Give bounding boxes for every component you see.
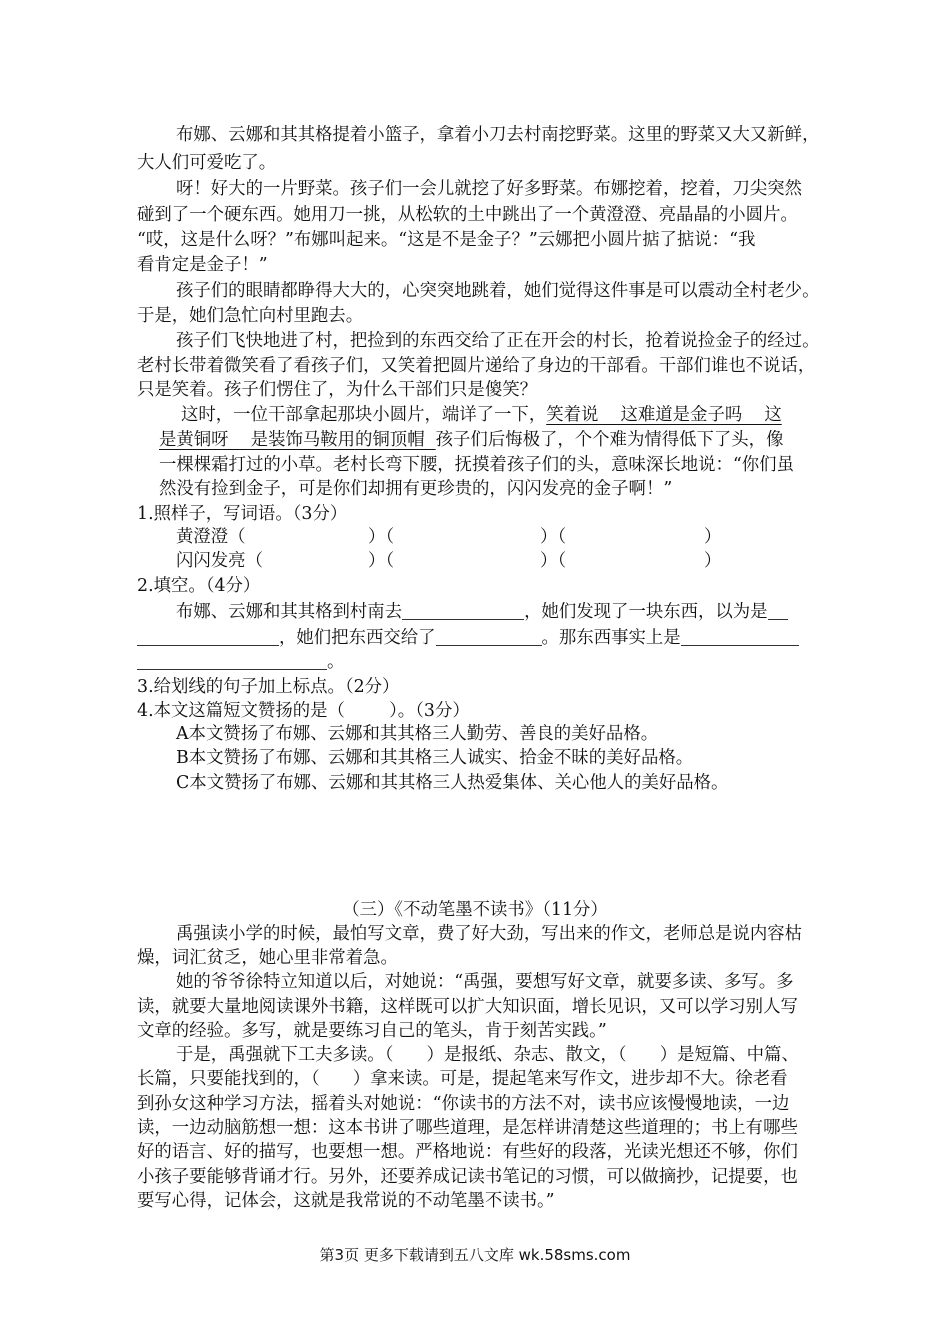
passage-line: 孩子们的眼睛都睁得大大的，心突突地跳着，她们觉得这件事是可以震动全村老少。 (176, 281, 820, 301)
underlined-sentence: 笑着说 这难道是金子吗 这 (546, 405, 782, 425)
option-c[interactable]: C本文赞扬了布娜、云娜和其其格三人热爱集体、关心他人的美好品格。 (176, 773, 729, 793)
answer-blank[interactable] (436, 627, 542, 646)
q1-word: 闪闪发亮（ (176, 551, 263, 571)
answer-blank[interactable] (681, 627, 799, 646)
passage-line: 文章的经验。多写，就是要练习自己的笔头，肯于刻苦实践。” (137, 1021, 607, 1041)
passage-line: 她的爷爷徐特立知道以后，对她说：“禹强，要想写好文章，就要多读、多写。多 (176, 972, 794, 992)
q2-line (137, 650, 344, 674)
passage-line: 布娜、云娜和其其格提着小篮子，拿着小刀去村南挖野菜。这里的野菜又大又新鲜， (176, 125, 820, 145)
q1-paren: ）（ (368, 551, 395, 571)
passage-line: 一棵棵霜打过的小草。老村长弯下腰，抚摸着孩子们的头，意味深长地说：“你们虽 (159, 455, 794, 475)
passage-line: 禹强读小学的时候，最怕写文章，费了好大劲，写出来的作文，老师总是说内容枯 (176, 924, 803, 944)
passage-line (181, 403, 782, 427)
q1-paren: ）（ (368, 527, 395, 547)
q1-paren: ）（ (540, 527, 567, 547)
passage-text: 这时，一位干部拿起那块小圆片，端详了一下， (181, 405, 547, 425)
passage-line: 孩子们飞快地进了村，把捡到的东西交给了正在开会的村长，抢着说捡金子的经过。 (176, 331, 820, 351)
passage-line: 于是，禹强就下工夫多读。（ ）是报纸、杂志、散文，（ ）是短篇、中篇、 (176, 1045, 799, 1065)
passage-line: 燥，词汇贫乏，她心里非常着急。 (137, 948, 398, 968)
question-title: 4.本文这篇短文赞扬的是（ ）。（3分） (137, 701, 470, 721)
passage-line: 读，一边动脑筋想一想：这本书讲了哪些道理，是怎样讲清楚这些道理的；书上有哪些 (137, 1118, 798, 1138)
question-title: 3.给划线的句子加上标点。（2分） (137, 677, 400, 697)
q2-text: ，她们发现了一块东西，以为是 (524, 602, 768, 622)
q2-text: 。 (327, 652, 345, 672)
passage-line (159, 428, 783, 452)
q2-text: 。那东西事实上是 (541, 628, 681, 648)
answer-blank[interactable] (768, 601, 788, 620)
q1-paren: ） (704, 527, 722, 547)
q2-text: 布娜、云娜和其其格到村南去 (176, 602, 403, 622)
q2-text: ，她们把东西交给了 (279, 628, 436, 648)
passage-line: 要写心得，记体会，这就是我常说的不动笔墨不读书。” (137, 1191, 555, 1211)
passage-line: 然没有捡到金子，可是你们却拥有更珍贵的，闪闪发亮的金子啊！” (159, 479, 673, 499)
page-footer: 第3页 更多下载请到五八文库 wk.58sms.com (319, 1246, 631, 1264)
passage-line: 大人们可爱吃了。 (137, 153, 277, 173)
underlined-sentence: 是黄铜呀 是装饰马鞍用的铜顶帽 (159, 430, 436, 450)
passage-line: 读，就要大量地阅读课外书籍，这样既可以扩大知识面，增长见识，又可以学习别人写 (137, 997, 798, 1017)
passage-line: 长篇，只要能找到的，（ ）拿来读。可是，提起笔来写作文，进步却不大。徐老看 (137, 1069, 788, 1089)
passage-line: 老村长带着微笑看了看孩子们，又笑着把圆片递给了身边的干部看。干部们谁也不说话， (137, 356, 816, 376)
passage-line: 好的语言、好的描写，也要想一想。严格地说：有些好的段落，光读光想还不够，你们 (137, 1142, 798, 1162)
question-title: 2.填空。（4分） (137, 576, 261, 596)
passage-line: 看肯定是金子！” (137, 255, 268, 275)
q1-row (176, 549, 721, 573)
question-title: 1.照样子，写词语。（3分） (137, 504, 348, 524)
passage-line: 碰到了一个硬东西。她用刀一挑，从松软的土中跳出了一个黄澄澄、亮晶晶的小圆片。 (137, 205, 798, 225)
q1-row (176, 525, 721, 549)
passage-line: 到孙女这种学习方法，摇着头对她说：“你读书的方法不对，读书应该慢慢地读，一边 (137, 1094, 790, 1114)
section-title: （三）《不动笔墨不读书》（11分） (342, 900, 608, 920)
answer-blank[interactable] (137, 627, 279, 646)
q1-paren: ）（ (540, 551, 567, 571)
q1-paren: ） (704, 551, 722, 571)
passage-line: 只是笑着。孩子们愣住了，为什么干部们只是傻笑？ (137, 380, 537, 400)
answer-blank[interactable] (402, 601, 524, 620)
option-b[interactable]: B本文赞扬了布娜、云娜和其其格三人诚实、拾金不昧的美好品格。 (176, 748, 694, 768)
passage-line: 小孩子要能够背诵才行。另外，还要养成记读书笔记的习惯，可以做摘抄，记提要，也 (137, 1167, 798, 1187)
q2-line (176, 600, 788, 624)
passage-line: 呀！好大的一片野菜。孩子们一会儿就挖了好多野菜。布娜挖着，挖着，刀尖突然 (176, 179, 803, 199)
passage-text: 孩子们后悔极了，个个难为情得低下了头，像 (435, 430, 784, 450)
answer-blank[interactable] (137, 651, 327, 670)
passage-line: 于是，她们急忙向村里跑去。 (137, 306, 364, 326)
passage-line: “哎，这是什么呀？”布娜叫起来。“这是不是金子？”云娜把小圆片掂了掂说：“我 (137, 230, 756, 250)
q2-line (137, 626, 799, 650)
q1-word: 黄澄澄（ (176, 527, 246, 547)
option-a[interactable]: A本文赞扬了布娜、云娜和其其格三人勤劳、善良的美好品格。 (176, 724, 659, 744)
